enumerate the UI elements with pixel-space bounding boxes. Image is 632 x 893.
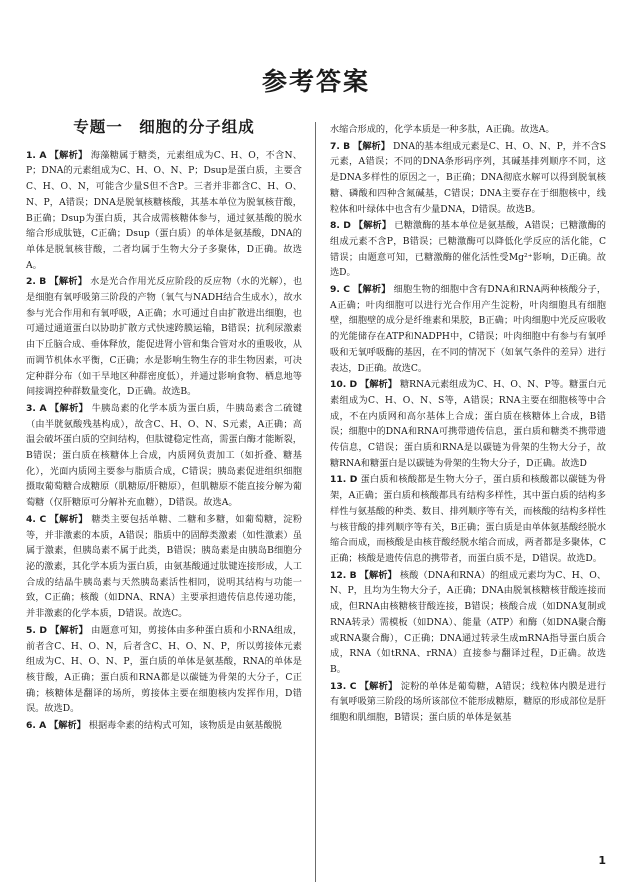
answer-number: 8. D — [330, 220, 351, 232]
answer-item — [330, 218, 606, 281]
analysis-tag: 【解析】 — [49, 149, 88, 161]
analysis-tag: 【解析】 — [353, 140, 391, 152]
analysis-tag: 【解析】 — [50, 624, 89, 636]
answer-number: 7. B — [330, 140, 351, 152]
answer-number: 6. A — [26, 720, 47, 732]
analysis-tag: 【解析】 — [359, 569, 397, 581]
answer-item — [26, 718, 302, 734]
answer-number: 11. D — [330, 474, 358, 486]
answer-number: 10. D — [330, 379, 358, 391]
answer-item — [26, 512, 302, 622]
answer-text: DNA的基本组成元素是C、H、O、N、P，并不含S元素，A错误；不同的DNA条形码序列，其碱基排列顺序不同，这是DNA多样性的原因之一，B正确；DNA彻底水解可以得到脱氧核糖、磷酸和四种含氮碱基，C错误；DNA主要存在于细胞核中，线粒体和叶绿体中也含有少量DNA，D错误。故选B。 — [330, 140, 607, 215]
answer-item — [330, 568, 606, 678]
right-column — [330, 122, 606, 727]
page-title: 参考答案 — [261, 67, 370, 96]
analysis-tag: 【解析】 — [49, 513, 88, 525]
answer-text: 细胞生物的细胞中含有DNA和RNA两种核酸分子，A正确；叶肉细胞可以进行光合作用产生淀粉，叶肉细胞具有细胞壁，细胞壁的成分是纤维素和果胶，B正确；叶肉细胞中光反应吸收的光能储存在ATP和NADPH中，C错误；叶肉细胞中有参与有氧呼吸和无氧呼吸酶的基因，在不同的情况下（如氧气条件的差异）进行表达，D正确。故选C。 — [330, 284, 607, 374]
answer-item — [26, 401, 302, 511]
answer-item — [330, 139, 606, 218]
answer-item — [330, 122, 606, 138]
answer-text: 牛胰岛素的化学本质为蛋白质，牛胰岛素含二硫键（由半胱氨酸残基构成），故含C、H、O、N、S元素，A正确；高温会破坏蛋白质的空间结构，但肽键稳定性高，需蛋白酶才能断裂，B错误；蛋白质在核糖体上合成，内质网负责加工（如折叠、糖基化），光面内质网主要参与脂质合成，C错误；胰岛素促进组织细胞摄取葡萄糖合成糖原（肌糖原/肝糖原），但肌糖原不能直接分解为葡萄糖（仅肝糖原可分解补充血糖），D错误。故选A。 — [26, 402, 303, 509]
analysis-tag: 【解析】 — [360, 379, 397, 391]
analysis-tag: 【解析】 — [49, 720, 86, 732]
answer-number: 1. A — [26, 149, 47, 161]
answer-text: 糖RNA元素组成为C、H、O、N、P等。糖蛋白元素组成为C、H、O、N、S等，A错误；RNA主要在细胞核等中合成，不在内质网和高尔基体上合成；蛋白质在核糖体上合成，B错误；细胞中的DNA和RNA可携带遗传信息，蛋白质和糖类不携带遗传信息，C错误；蛋白质和RNA是以碳链为骨架的生物大分子，故糖RNA和糖蛋白是以碳链为骨架的生物大分子，D正确。故选D — [330, 379, 607, 469]
analysis-tag: 【解析】 — [49, 276, 88, 288]
analysis-tag: 【解析】 — [49, 402, 89, 414]
answer-number: 4. C — [26, 513, 47, 525]
answer-number: 3. A — [26, 402, 47, 414]
answer-item — [330, 282, 606, 376]
left-column — [26, 120, 302, 735]
analysis-tag: 【解析】 — [353, 284, 391, 296]
answer-number: 5. D — [26, 624, 47, 636]
answer-text: 糖类主要包括单糖、二糖和多糖，如葡萄糖，淀粉等，并非激素的本质，A错误；脂质中的固醇类激素（如性激素）虽属于激素，但胰岛素不属于此类，B错误；胰岛素是由胰岛B细胞分泌的激素，其化学本质为蛋白质，由氨基酸通过肽键连接形成，人工合成的结晶牛胰岛素与天然胰岛素活性相同，说明其结构与功能一致，C正确；核酸（如DNA、RNA）主要承担遗传信息传递功能，并非激素的化学本质，D错误。故选C。 — [26, 513, 303, 620]
answer-text: 由题意可知，剪接体由多种蛋白质和小RNA组成，前者含C、H、O、N，后者含C、H、O、N、P，所以剪接体元素组成为C、H、O、N、P，蛋白质的单体是氨基酸，RNA的单体是核苷酸，A正确；蛋白质和RNA都是以碳链为骨架的大分子，C正确；核糖体是翻译的场所，剪接体主要在细胞核内发挥作用，D错误。故选D。 — [26, 624, 303, 715]
page-number: 1 — [598, 854, 606, 867]
answer-text: 海藻糖属于糖类，元素组成为C、H、O，不含N、P；DNA的元素组成为C、H、O、N、P；Dsup是蛋白质，主要含C、H、O、N，可能含少量S但不含P。三者并非都含C、H、O、N、P，A错误；DNA是脱氧核糖核酸，其基本单位为脱氧核苷酸，B正确；Dsup为蛋白质，其合成需核糖体参与，通过氨基酸的脱水缩合形成肽链，C正确；Dsup（蛋白质）的单体是氨基酸，DNA的单体是脱氧核苷酸，二者均属于生物大分子多聚体，D正确。故选A。 — [26, 149, 302, 271]
answer-item — [330, 472, 606, 566]
answer-text: 已糖激酶的基本单位是氨基酸，A错误；已糖激酶的组成元素不含P，B错误；已糖激酶可以降低化学反应的活化能，C错误；由题意可知，已糖激酶的催化活性受Mg²⁺影响，D正确。故选D。 — [330, 220, 606, 279]
answer-item — [26, 148, 302, 274]
answer-item — [26, 274, 302, 400]
answer-text: 水缩合形成的，化学本质是一种多肽，A正确。故选A。 — [330, 124, 555, 135]
answer-text: 水是光合作用光反应阶段的反应物（水的光解），也是细胞有氧呼吸第三阶段的产物（氧气与NADH结合生成水），故水参与光合作用和有氧呼吸，A正确；水可通过自由扩散进出细胞，也可通过通道蛋白以协助扩散方式快速跨膜运输，B错误；抗利尿激素由下丘脑合成、垂体释放，能促进肾小管和集合管对水的重吸收，从而调节机体水平衡，C正确；水是影响生物生存的非生物因素，可决定种群分布（如干旱地区种群密度低），并通过影响食物、栖息地等间接调控种群数量变化，D正确。故选B。 — [26, 276, 303, 398]
answer-text: 蛋白质和核酸都是生物大分子，蛋白质和核酸都以碳链为骨架，A正确；蛋白质和核酸都具有结构多样性，其中蛋白质的结构多样性与氨基酸的种类、数目、排列顺序等有关，而核酸的结构多样性与核苷酸的排列顺序等有关，B正确；蛋白质是由单体氨基酸经脱水缩合而成，而核酸是由核苷酸经脱水缩合而成，两者都是多聚体，C正确；核酸是遗传信息的携带者，而蛋白质不是，D错误。故选D。 — [330, 474, 607, 564]
answer-number: 2. B — [26, 276, 47, 288]
answer-number: 13. C — [330, 680, 357, 692]
answer-text: 核酸（DNA和RNA）的组成元素均为C、H、O、N、P，且均为生物大分子，A正确；DNA由脱氧核糖核苷酸连接而成，但RNA由核糖核苷酸连接，B错误；核酸合成（如DNA复制或RNA转录）需模板（如DNA）、能量（ATP）和酶（如DNA聚合酶或RNA聚合酶），C正确；DNA通过转录生成mRNA指导蛋白质合成，RNA（如tRNA、rRNA）直接参与翻译过程，D正确。故选B。 — [330, 569, 607, 675]
answer-text: 淀粉的单体是葡萄糖，A错误；线粒体内膜是进行有氧呼吸第三阶段的场所该部位不能形成糖原，糖原的形成部位是肝细胞和肌细胞，B错误；蛋白质的单体是氨基 — [330, 680, 607, 724]
section-heading: 专题一 细胞的分子组成 — [73, 118, 255, 136]
analysis-tag: 【解析】 — [359, 680, 398, 692]
left-answer-list — [26, 148, 302, 734]
answer-item — [330, 679, 606, 726]
column-divider — [315, 122, 316, 882]
right-answer-list — [330, 122, 606, 726]
answer-number: 12. B — [330, 569, 357, 581]
answer-text: 根据毒伞素的结构式可知，该物质是由氨基酸脱 — [88, 720, 282, 732]
answer-item — [330, 377, 606, 471]
answer-number: 9. C — [330, 284, 350, 296]
answer-item — [26, 623, 302, 717]
analysis-tag: 【解析】 — [353, 220, 392, 232]
